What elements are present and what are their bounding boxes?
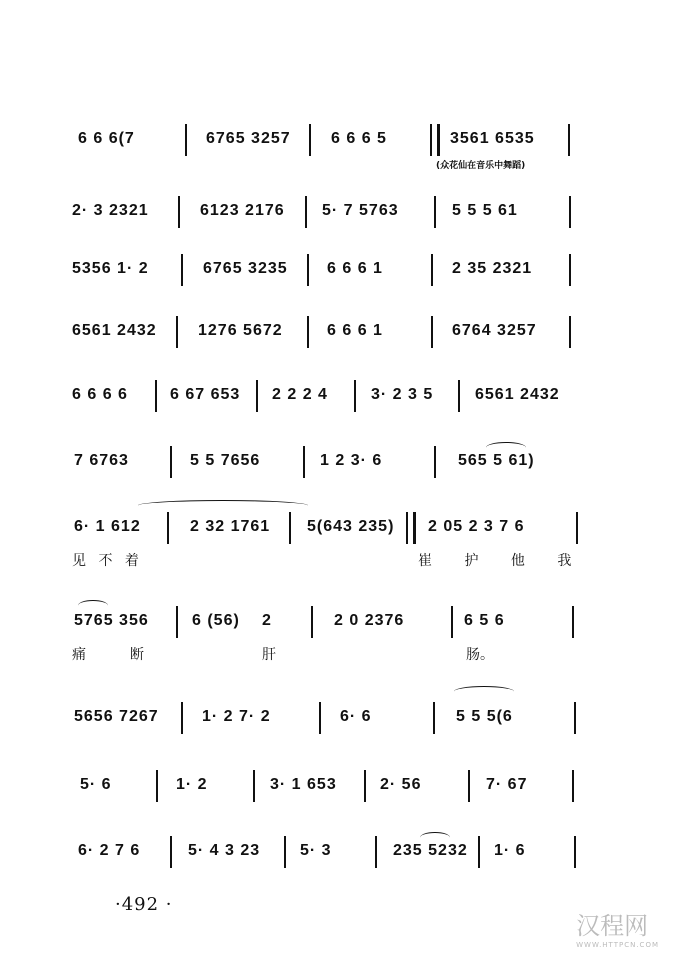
barline (572, 770, 574, 802)
barline (176, 316, 178, 348)
slur (454, 686, 514, 697)
measure: 2 35 2321 (452, 260, 533, 277)
barline (468, 770, 470, 802)
barline (181, 702, 183, 734)
repeat-barline (430, 124, 440, 156)
double-barline (406, 512, 416, 544)
measure: 6561 2432 (72, 322, 157, 339)
lyric: 肝 (262, 647, 276, 663)
score-row-6 (0, 452, 679, 512)
lyric: 断 (130, 647, 144, 663)
stage-direction: (众花仙在音乐中舞蹈) (436, 161, 526, 171)
barline (256, 380, 258, 412)
measure: 6 (56) (192, 612, 240, 629)
barline (176, 606, 178, 638)
measure: 1 2 3· 6 (320, 452, 383, 469)
score-row-2 (0, 202, 679, 262)
barline (458, 380, 460, 412)
measure: 2 (262, 612, 272, 629)
barline (433, 702, 435, 734)
score-row-8 (0, 612, 679, 672)
score-row-9 (0, 708, 679, 768)
barline (303, 446, 305, 478)
measure: 3561 6535 (450, 130, 535, 147)
lyric: 痛 (72, 647, 86, 663)
barline (569, 254, 571, 286)
score-row-10 (0, 776, 679, 836)
measure: 5 5 7656 (190, 452, 261, 469)
barline (431, 316, 433, 348)
barline (434, 196, 436, 228)
measure: 6· 2 7 6 (78, 842, 141, 859)
barline (284, 836, 286, 868)
barline (431, 254, 433, 286)
measure: 5· 4 3 23 (188, 842, 261, 859)
measure: 5(643 235) (307, 518, 395, 535)
measure: 3· 1 653 (270, 776, 337, 793)
barline (178, 196, 180, 228)
measure: 3· 2 3 5 (371, 386, 434, 403)
barline (156, 770, 158, 802)
measure: 565 5 61) (458, 452, 535, 469)
measure: 7 6763 (74, 452, 129, 469)
measure: 6123 2176 (200, 202, 285, 219)
barline (576, 512, 578, 544)
barline (311, 606, 313, 638)
page-number: ·492 · (115, 894, 173, 915)
barline (569, 196, 571, 228)
barline (309, 124, 311, 156)
barline (305, 196, 307, 228)
lyric: 肠。 (466, 647, 494, 663)
measure: 6· 6 (340, 708, 372, 725)
measure: 7· 67 (486, 776, 528, 793)
measure: 6 6 6 1 (327, 322, 383, 339)
barline (307, 316, 309, 348)
measure: 1· 6 (494, 842, 526, 859)
measure: 5 5 5 61 (452, 202, 518, 219)
measure: 6765 3257 (206, 130, 291, 147)
measure: 6 6 6 1 (327, 260, 383, 277)
measure: 6765 3235 (203, 260, 288, 277)
measure: 1276 5672 (198, 322, 283, 339)
barline (167, 512, 169, 544)
barline (170, 836, 172, 868)
barline (478, 836, 480, 868)
watermark-logo-text: 汉程网 (576, 912, 649, 940)
barline (253, 770, 255, 802)
measure: 6 6 6 5 (331, 130, 387, 147)
score-row-7 (0, 518, 679, 578)
measure: 1· 2 7· 2 (202, 708, 271, 725)
barline (170, 446, 172, 478)
measure: 5· 6 (80, 776, 112, 793)
slur (486, 442, 526, 453)
measure: 5· 3 (300, 842, 332, 859)
measure: 5356 1· 2 (72, 260, 149, 277)
barline (451, 606, 453, 638)
barline (155, 380, 157, 412)
barline (364, 770, 366, 802)
measure: 5· 7 5763 (322, 202, 399, 219)
barline (569, 316, 571, 348)
measure: 2 0 2376 (334, 612, 405, 629)
slur (138, 500, 308, 511)
score-row-1 (0, 130, 679, 190)
score-row-5 (0, 386, 679, 446)
barline (185, 124, 187, 156)
measure: 2· 3 2321 (72, 202, 149, 219)
measure: 6764 3257 (452, 322, 537, 339)
score-row-3 (0, 260, 679, 320)
measure: 6 67 653 (170, 386, 241, 403)
barline (319, 702, 321, 734)
measure: 6 6 6(7 (78, 130, 135, 147)
barline (181, 254, 183, 286)
barline (574, 702, 576, 734)
measure: 2 2 2 4 (272, 386, 328, 403)
measure: 6 5 6 (464, 612, 505, 629)
barline (307, 254, 309, 286)
measure: 5765 356 (74, 612, 149, 629)
barline (354, 380, 356, 412)
barline (289, 512, 291, 544)
measure: 235 5232 (393, 842, 468, 859)
measure: 6· 1 612 (74, 518, 141, 535)
measure: 5 5 5(6 (456, 708, 513, 725)
barline (434, 446, 436, 478)
measure: 1· 2 (176, 776, 208, 793)
measure: 6 6 6 6 (72, 386, 128, 403)
measure: 2 32 1761 (190, 518, 271, 535)
lyrics-left: 见 不 着 (72, 553, 143, 569)
slur (78, 600, 108, 611)
barline (574, 836, 576, 868)
measure: 6561 2432 (475, 386, 560, 403)
barline (568, 124, 570, 156)
watermark-url: WWW.HTTPCN.COM (576, 941, 659, 949)
measure: 5656 7267 (74, 708, 159, 725)
measure: 2· 56 (380, 776, 422, 793)
barline (572, 606, 574, 638)
barline (375, 836, 377, 868)
watermark (576, 906, 659, 949)
measure: 2 05 2 3 7 6 (428, 518, 525, 535)
lyrics-right: 崔 护 他 我 (418, 553, 586, 569)
score-row-4 (0, 322, 679, 382)
score-row-11 (0, 842, 679, 902)
